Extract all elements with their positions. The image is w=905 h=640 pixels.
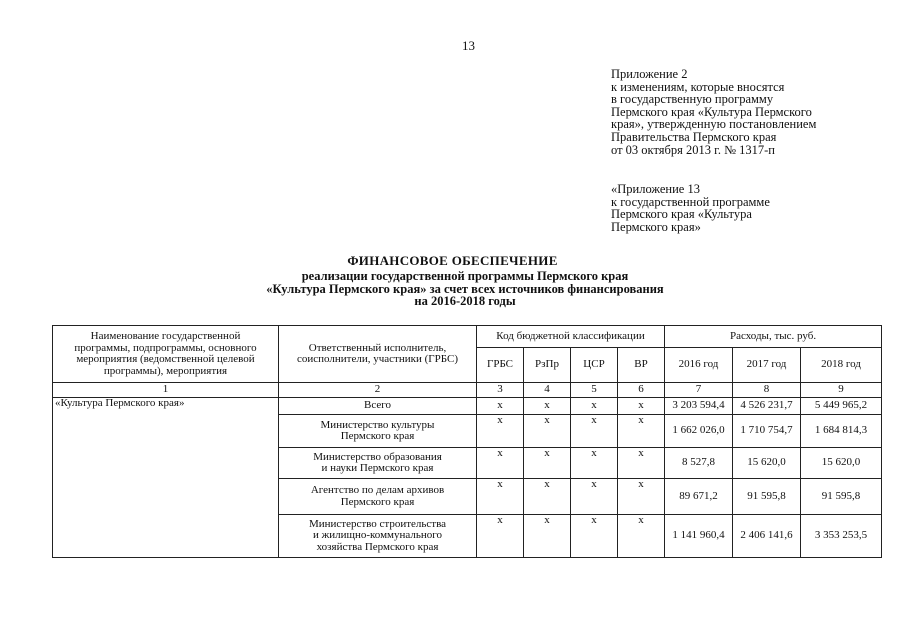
grbs-cell: х — [477, 479, 524, 515]
header-name-line: программы), мероприятия — [103, 364, 228, 377]
column-number: 2 — [279, 383, 477, 398]
rzpr-cell: х — [524, 479, 571, 515]
executor-line: и жилищно-коммунального — [312, 529, 442, 542]
executor-line: Пермского края — [340, 430, 415, 442]
executor-line: Всего — [364, 399, 391, 412]
column-number-row — [53, 383, 882, 398]
grbs-cell: х — [477, 398, 524, 415]
value-2017-cell: 2 406 141,6 — [733, 515, 801, 558]
csr-cell: х — [571, 448, 618, 479]
value-2016-cell: 89 671,2 — [665, 479, 733, 515]
header-vr: ВР — [618, 348, 665, 383]
column-number: 4 — [524, 383, 571, 398]
appendix-13-line: к государственной программе — [611, 194, 770, 209]
value-2018-cell: 5 449 965,2 — [801, 398, 882, 415]
csr-cell: х — [571, 479, 618, 515]
executor-line: и науки Пермского края — [321, 462, 434, 474]
vr-cell: х — [618, 398, 665, 415]
value-2017-cell: 4 526 231,7 — [733, 398, 801, 415]
header-2017: 2017 год — [733, 348, 801, 383]
appendix-2-line: к изменениям, которые вносятся — [611, 79, 785, 94]
grbs-cell: х — [477, 448, 524, 479]
document-subtitle — [55, 270, 875, 308]
appendix-13-block — [611, 183, 770, 233]
header-budget-class: Код бюджетной классификации — [477, 326, 665, 348]
header-executor-line: соисполнители, участники (ГРБС) — [297, 353, 458, 365]
executor-line: Министерство строительства — [308, 517, 447, 530]
header-2018: 2018 год — [801, 348, 882, 383]
executor-line: хозяйства Пермского края — [316, 540, 439, 553]
appendix-13-line: «Приложение 13 — [611, 182, 700, 196]
value-2017-cell: 1 710 754,7 — [733, 415, 801, 448]
program-name-cell: «Культура Пермского края» — [53, 398, 279, 558]
header-executor-line: Ответственный исполнитель, — [308, 341, 447, 354]
executor-cell — [279, 479, 477, 515]
column-number: 3 — [477, 383, 524, 398]
csr-cell: х — [571, 415, 618, 448]
subtitle-line: «Культура Пермского края» за счет всех источников финансирования — [266, 281, 664, 296]
appendix-13-line: Пермского края «Культура — [611, 207, 752, 222]
executor-cell — [279, 398, 477, 415]
header-2016: 2016 год — [665, 348, 733, 383]
rzpr-cell: х — [524, 398, 571, 415]
rzpr-cell: х — [524, 448, 571, 479]
header-executor — [279, 326, 477, 383]
executor-cell — [279, 515, 477, 558]
value-2016-cell: 3 203 594,4 — [665, 398, 733, 415]
column-number: 9 — [801, 383, 882, 398]
table-row — [53, 398, 882, 415]
header-grbs: ГРБС — [477, 348, 524, 383]
csr-cell: х — [571, 398, 618, 415]
appendix-2-line: от 03 октября 2013 г. № 1317-п — [611, 142, 775, 157]
column-number: 8 — [733, 383, 801, 398]
column-number: 7 — [665, 383, 733, 398]
column-number: 5 — [571, 383, 618, 398]
appendix-2-line: Правительства Пермского края — [611, 129, 777, 144]
csr-cell: х — [571, 515, 618, 558]
appendix-2-line: Пермского края «Культура Пермского — [611, 104, 812, 119]
column-number: 6 — [618, 383, 665, 398]
header-row-top — [53, 326, 882, 348]
header-name-line: программы, подпрограммы, основного — [74, 341, 257, 354]
appendix-2-block — [611, 68, 816, 156]
value-2018-cell: 3 353 253,5 — [801, 515, 882, 558]
appendix-2-line: в государственную программу — [611, 92, 774, 107]
header-name — [53, 326, 279, 383]
value-2017-cell: 15 620,0 — [733, 448, 801, 479]
executor-line: Министерство образования — [313, 450, 442, 463]
executor-line: Министерство культуры — [320, 418, 435, 431]
executor-line: Агентство по делам архивов — [310, 484, 445, 496]
vr-cell: х — [618, 448, 665, 479]
subtitle-line: на 2016-2018 годы — [414, 294, 516, 309]
value-2018-cell: 15 620,0 — [801, 448, 882, 479]
executor-cell — [279, 415, 477, 448]
header-expenses: Расходы, тыс. руб. — [665, 326, 882, 348]
vr-cell: х — [618, 515, 665, 558]
header-name-line: Наименование государственной — [90, 330, 241, 342]
value-2016-cell: 1 662 026,0 — [665, 415, 733, 448]
appendix-2-line: Приложение 2 — [611, 67, 688, 81]
value-2016-cell: 1 141 960,4 — [665, 515, 733, 558]
vr-cell: х — [618, 415, 665, 448]
value-2018-cell: 1 684 814,3 — [801, 415, 882, 448]
executor-cell — [279, 448, 477, 479]
header-csr: ЦСР — [571, 348, 618, 383]
financing-table — [52, 325, 882, 558]
page-number: 13 — [462, 38, 475, 53]
document-title: ФИНАНСОВОЕ ОБЕСПЕЧЕНИЕ — [347, 253, 558, 268]
appendix-2-line: края», утвержденную постановлением — [611, 117, 817, 132]
subtitle-line: реализации государственной программы Пермского края — [301, 269, 629, 283]
rzpr-cell: х — [524, 515, 571, 558]
value-2016-cell: 8 527,8 — [665, 448, 733, 479]
grbs-cell: х — [477, 415, 524, 448]
value-2018-cell: 91 595,8 — [801, 479, 882, 515]
header-name-line: мероприятия (ведомственной целевой — [76, 353, 255, 365]
vr-cell: х — [618, 479, 665, 515]
value-2017-cell: 91 595,8 — [733, 479, 801, 515]
rzpr-cell: х — [524, 415, 571, 448]
executor-line: Пермского края — [340, 495, 415, 508]
header-rzpr: РзПр — [524, 348, 571, 383]
appendix-13-line: Пермского края» — [611, 219, 701, 234]
grbs-cell: х — [477, 515, 524, 558]
column-number: 1 — [53, 383, 279, 398]
